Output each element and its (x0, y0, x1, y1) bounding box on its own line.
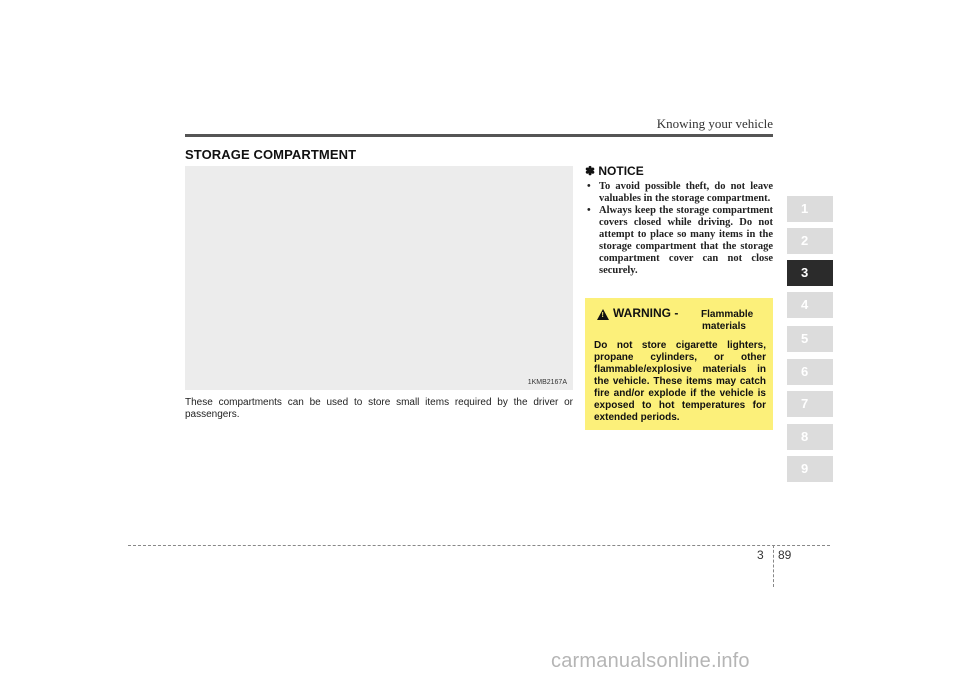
chapter-tab-9[interactable]: 9 (787, 456, 833, 482)
header-title: Knowing your vehicle (656, 116, 773, 131)
chapter-tab-7[interactable]: 7 (787, 391, 833, 417)
chapter-tab-8[interactable]: 8 (787, 424, 833, 450)
warning-subtitle-line1: Flammable (701, 309, 754, 320)
header-rule (185, 134, 773, 137)
warning-subtitle-line2: materials (702, 321, 746, 332)
watermark: carmanualsonline.info (551, 650, 750, 672)
warning-exclamation-mark: ! (601, 312, 604, 319)
section-title: STORAGE COMPARTMENT (185, 147, 357, 162)
chapter-tab-1[interactable]: 1 (787, 196, 833, 222)
chapter-tab-3[interactable]: 3 (787, 260, 833, 286)
figure-code: 1KMB2167A (527, 379, 567, 386)
figure-image (185, 166, 573, 390)
warning-text: Do not store cigarette lighters, propane cylinders, or other flammable/explosive materials in the vehicle. These items may catch fire and/or explode if the vehicle is exposed to hot temperatures for extended periods. (594, 340, 766, 423)
chapter-tab-6[interactable]: 6 (787, 359, 833, 385)
chapter-tab-4[interactable]: 4 (787, 292, 833, 318)
notice-item: • To avoid possible theft, do not leave valuables in the storage compartment. (585, 181, 773, 205)
warning-box (585, 298, 773, 430)
warning-label: WARNING - (613, 306, 679, 320)
page-number: 89 (778, 548, 792, 562)
chapter-tab-5[interactable]: 5 (787, 326, 833, 352)
page-chapter-number: 3 (757, 548, 764, 562)
footer-divider (773, 545, 774, 587)
notice-item: • Always keep the storage compartment covers closed while driving. Do not attempt to place so many items in the storage compartment that the storage compartment cover can not close securely. (585, 205, 773, 277)
chapter-tab-2[interactable]: 2 (787, 228, 833, 254)
notice-heading: ✽ NOTICE (585, 164, 644, 178)
notice-list (585, 181, 773, 277)
footer-rule (128, 545, 830, 546)
body-text: These compartments can be used to store small items required by the driver or passengers. (185, 397, 573, 420)
warning-header (594, 306, 766, 336)
